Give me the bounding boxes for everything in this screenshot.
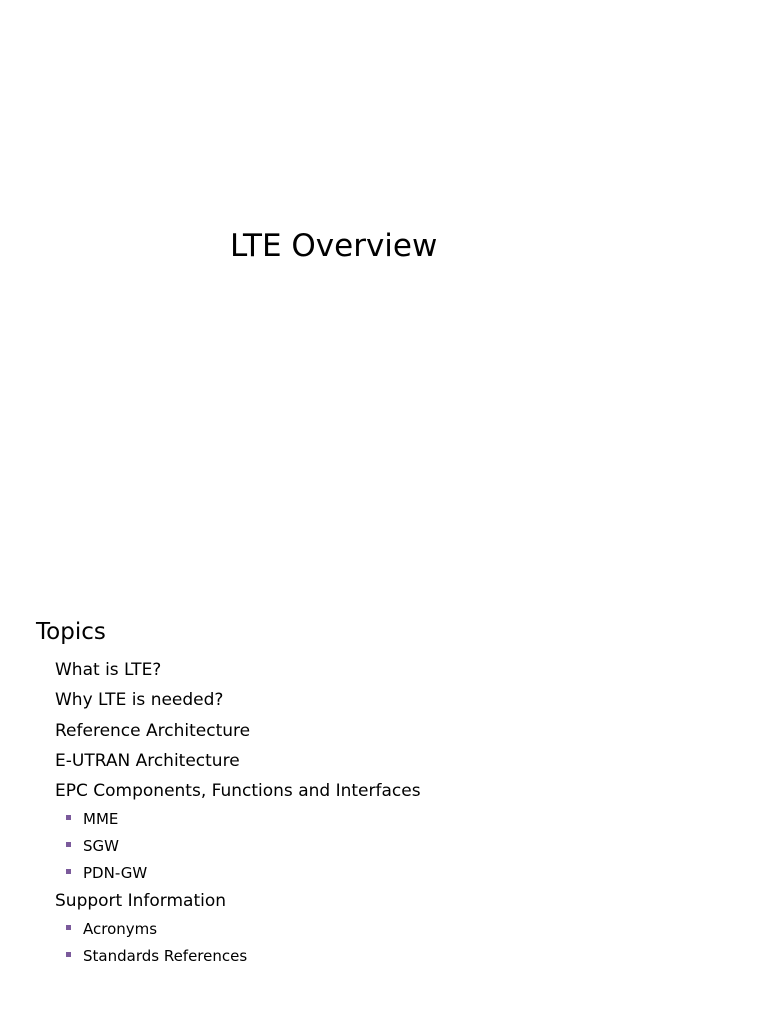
subtopic-label: MME bbox=[83, 810, 119, 828]
subtopic-acronyms bbox=[66, 919, 157, 939]
subtopic-label: SGW bbox=[83, 837, 119, 855]
subtopic-standards-references bbox=[66, 946, 247, 966]
subtopic-mme bbox=[66, 809, 118, 829]
topic-reference-architecture: Reference Architecture bbox=[55, 721, 251, 741]
square-bullet-icon bbox=[66, 952, 71, 957]
square-bullet-icon bbox=[66, 815, 71, 820]
subtopic-label: PDN-GW bbox=[83, 864, 148, 882]
square-bullet-icon bbox=[66, 869, 71, 874]
square-bullet-icon bbox=[66, 925, 71, 930]
topics-heading: Topics bbox=[36, 619, 106, 645]
page-title: LTE Overview bbox=[230, 228, 438, 264]
subtopic-pdn-gw bbox=[66, 863, 147, 883]
square-bullet-icon bbox=[66, 842, 71, 847]
subtopic-label: Standards References bbox=[83, 947, 248, 965]
topic-why-lte-needed: Why LTE is needed? bbox=[55, 690, 224, 710]
subtopic-sgw bbox=[66, 836, 119, 856]
topic-e-utran-architecture: E-UTRAN Architecture bbox=[55, 751, 240, 771]
subtopic-label: Acronyms bbox=[83, 920, 158, 938]
topic-support-information: Support Information bbox=[55, 891, 227, 911]
topic-what-is-lte: What is LTE? bbox=[55, 660, 162, 680]
topic-epc-components: EPC Components, Functions and Interfaces bbox=[55, 781, 421, 801]
